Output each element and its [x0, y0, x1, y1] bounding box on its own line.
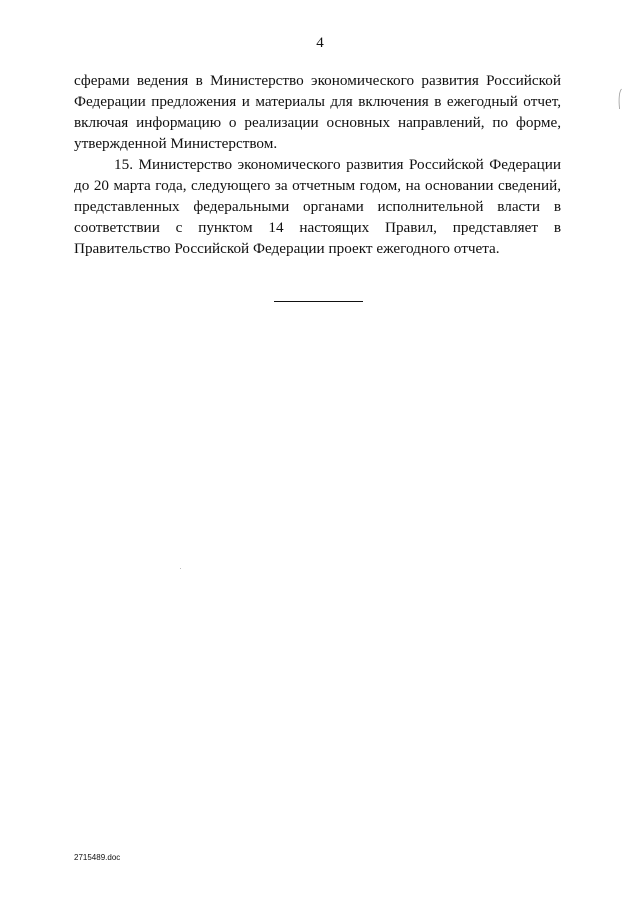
continuation-paragraph: сферами ведения в Министерство экономического развития Российской Федерации предложения и материалы для включения в ежегодный отчет, включая информацию о реализации основных направлений, по форме, утвержденной Министерством.	[74, 72, 561, 152]
footer-filename: 2715489.doc	[74, 853, 121, 862]
end-of-text-rule	[274, 301, 363, 302]
document-body	[74, 70, 561, 259]
margin-scan-mark	[617, 88, 623, 110]
paragraph-item-15: 15. Министерство экономического развития Российской Федерации до 20 марта года, следующего за отчетным годом, на основании сведений, представленных федеральными органами исполнительной власти в соответствии с пунктом 14 настоящих Правил, представляет в Правительство Российской Федерации проект ежегодного отчета.	[74, 156, 561, 257]
scan-speck	[180, 568, 181, 569]
page-number: 4	[316, 35, 324, 51]
